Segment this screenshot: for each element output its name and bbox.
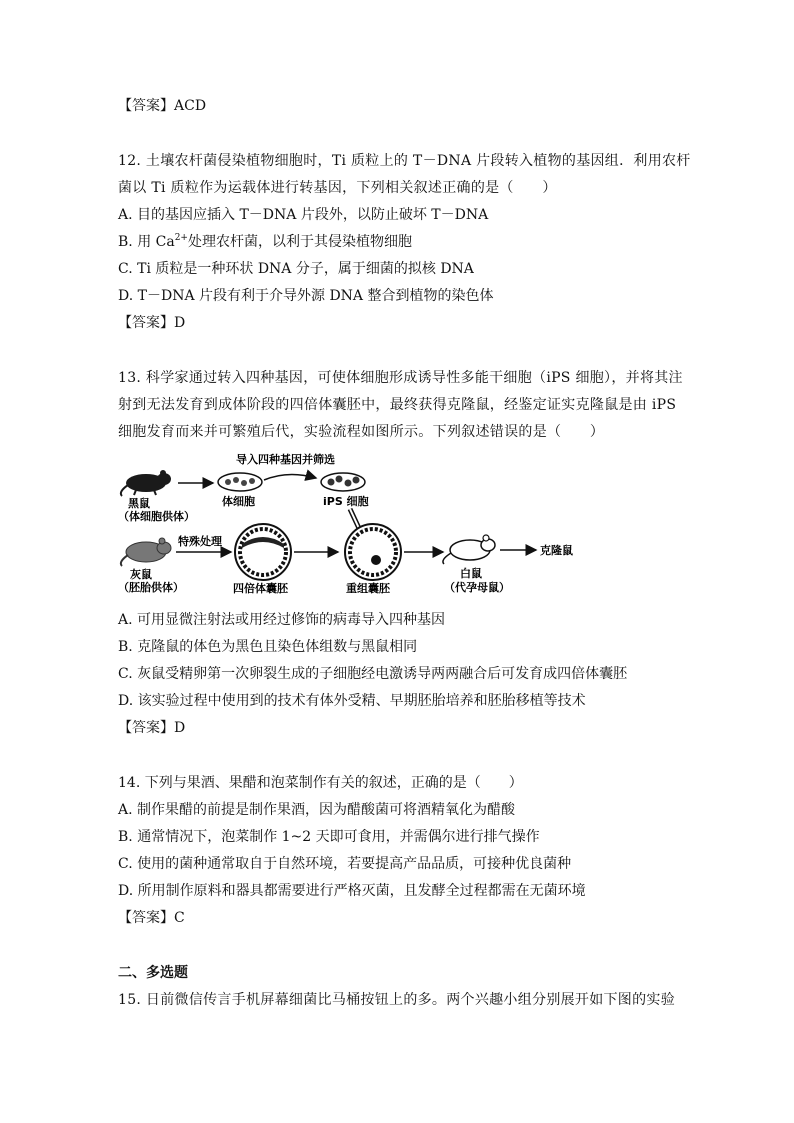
gray-mouse-icon [121, 538, 171, 566]
label-somatic-cells: 体细胞 [222, 495, 255, 508]
ips-cells-dish-icon [321, 473, 365, 491]
q13-option-b: B. 克隆鼠的体色为黑色且染色体组数与黑鼠相同 [118, 639, 418, 655]
tetraploid-blastocyst-icon [235, 524, 291, 580]
recombinant-blastocyst-icon [345, 524, 401, 580]
label-gray-mouse: 灰鼠 [130, 568, 152, 581]
label-tetraploid-blastocyst: 四倍体囊胚 [233, 582, 288, 595]
q13-stem-line3: 细胞发育而来并可繁殖后代，实验流程如图所示。下列叙述错误的是（ ） [118, 424, 605, 440]
q12-stem-line2: 菌以 Ti 质粒作为运载体进行转基因，下列相关叙述正确的是（ ） [118, 180, 557, 196]
arrow-2 [264, 474, 316, 480]
q12-option-a: A. 目的基因应插入 T－DNA 片段外，以防止破坏 T－DNA [118, 207, 489, 223]
q14-option-a: A. 制作果醋的前提是制作果酒，因为醋酸菌可将酒精氧化为醋酸 [118, 802, 516, 818]
answer-11: 【答案】ACD [118, 98, 207, 114]
q13-stem-line1: 13. 科学家通过转入四种基因，可使体细胞形成诱导性多能干细胞（iPS 细胞），并将其注 [118, 370, 683, 386]
label-clone-mouse: 克隆鼠 [540, 544, 573, 557]
label-ips-cells: iPS 细胞 [323, 495, 369, 508]
q14-stem: 14. 下列与果酒、果醋和泡菜制作有关的叙述，正确的是（ ） [118, 775, 523, 791]
q13-stem-line2: 射到无法发育到成体阶段的四倍体囊胚中，最终获得克隆鼠，经鉴定证实克隆鼠是由 iPS [118, 397, 677, 413]
label-white-mouse-sub: （代孕母鼠） [444, 581, 510, 594]
q13-answer: 【答案】D [118, 720, 186, 736]
q13-option-c: C. 灰鼠受精卵第一次卵裂生成的子细胞经电激诱导两两融合后可发育成四倍体囊胚 [118, 666, 628, 682]
experiment-flow-diagram [118, 452, 598, 602]
black-mouse-icon [121, 470, 171, 496]
q12-option-b: B. 用 $Ca^{2+}$处理农杆菌，以利于其侵染植物细胞 [118, 233, 412, 250]
label-white-mouse: 白鼠 [460, 567, 482, 580]
section-title-multiple-choice: 二、多选题 [118, 965, 188, 981]
label-gray-mouse-sub: （胚胎供体） [118, 581, 184, 594]
q12-answer: 【答案】D [118, 315, 186, 331]
label-special-treatment: 特殊处理 [178, 535, 222, 548]
q13-option-d: D. 该实验过程中使用到的技术有体外受精、早期胚胎培养和胚胎移植等技术 [118, 693, 586, 709]
q12-stem-line1: 12. 土壤农杆菌侵染植物细胞时，Ti 质粒上的 T－DNA 片段转入植物的基因组．利用农杆 [118, 153, 691, 169]
q13-option-a: A. 可用显微注射法或用经过修饰的病毒导入四种基因 [118, 612, 446, 628]
q14-option-d: D. 所用制作原料和器具都需要进行严格灭菌，且发酵全过程都需在无菌环境 [118, 883, 586, 899]
label-recombinant-blastocyst: 重组囊胚 [346, 582, 390, 595]
q14-option-b: B. 通常情况下，泡菜制作 1~2 天即可食用，并需偶尔进行排气操作 [118, 829, 540, 845]
label-black-mouse-sub: （体细胞供体） [118, 510, 195, 523]
q14-option-c: C. 使用的菌种通常取自于自然环境，若要提高产品品质，可接种优良菌种 [118, 856, 572, 872]
q15-stem-line1: 15. 日前微信传言手机屏幕细菌比马桶按钮上的多。两个兴趣小组分别展开如下图的实验 [118, 992, 676, 1008]
q14-answer: 【答案】C [118, 910, 185, 926]
somatic-cells-dish-icon [218, 473, 262, 491]
label-black-mouse: 黑鼠 [128, 497, 150, 510]
label-import-genes: 导入四种基因并筛选 [236, 453, 335, 466]
q12-option-d: D. T－DNA 片段有利于介导外源 DNA 整合到植物的染色体 [118, 288, 494, 304]
white-mouse-icon [443, 535, 495, 564]
q12-option-c: C. Ti 质粒是一种环状 DNA 分子，属于细菌的拟核 DNA [118, 261, 474, 277]
